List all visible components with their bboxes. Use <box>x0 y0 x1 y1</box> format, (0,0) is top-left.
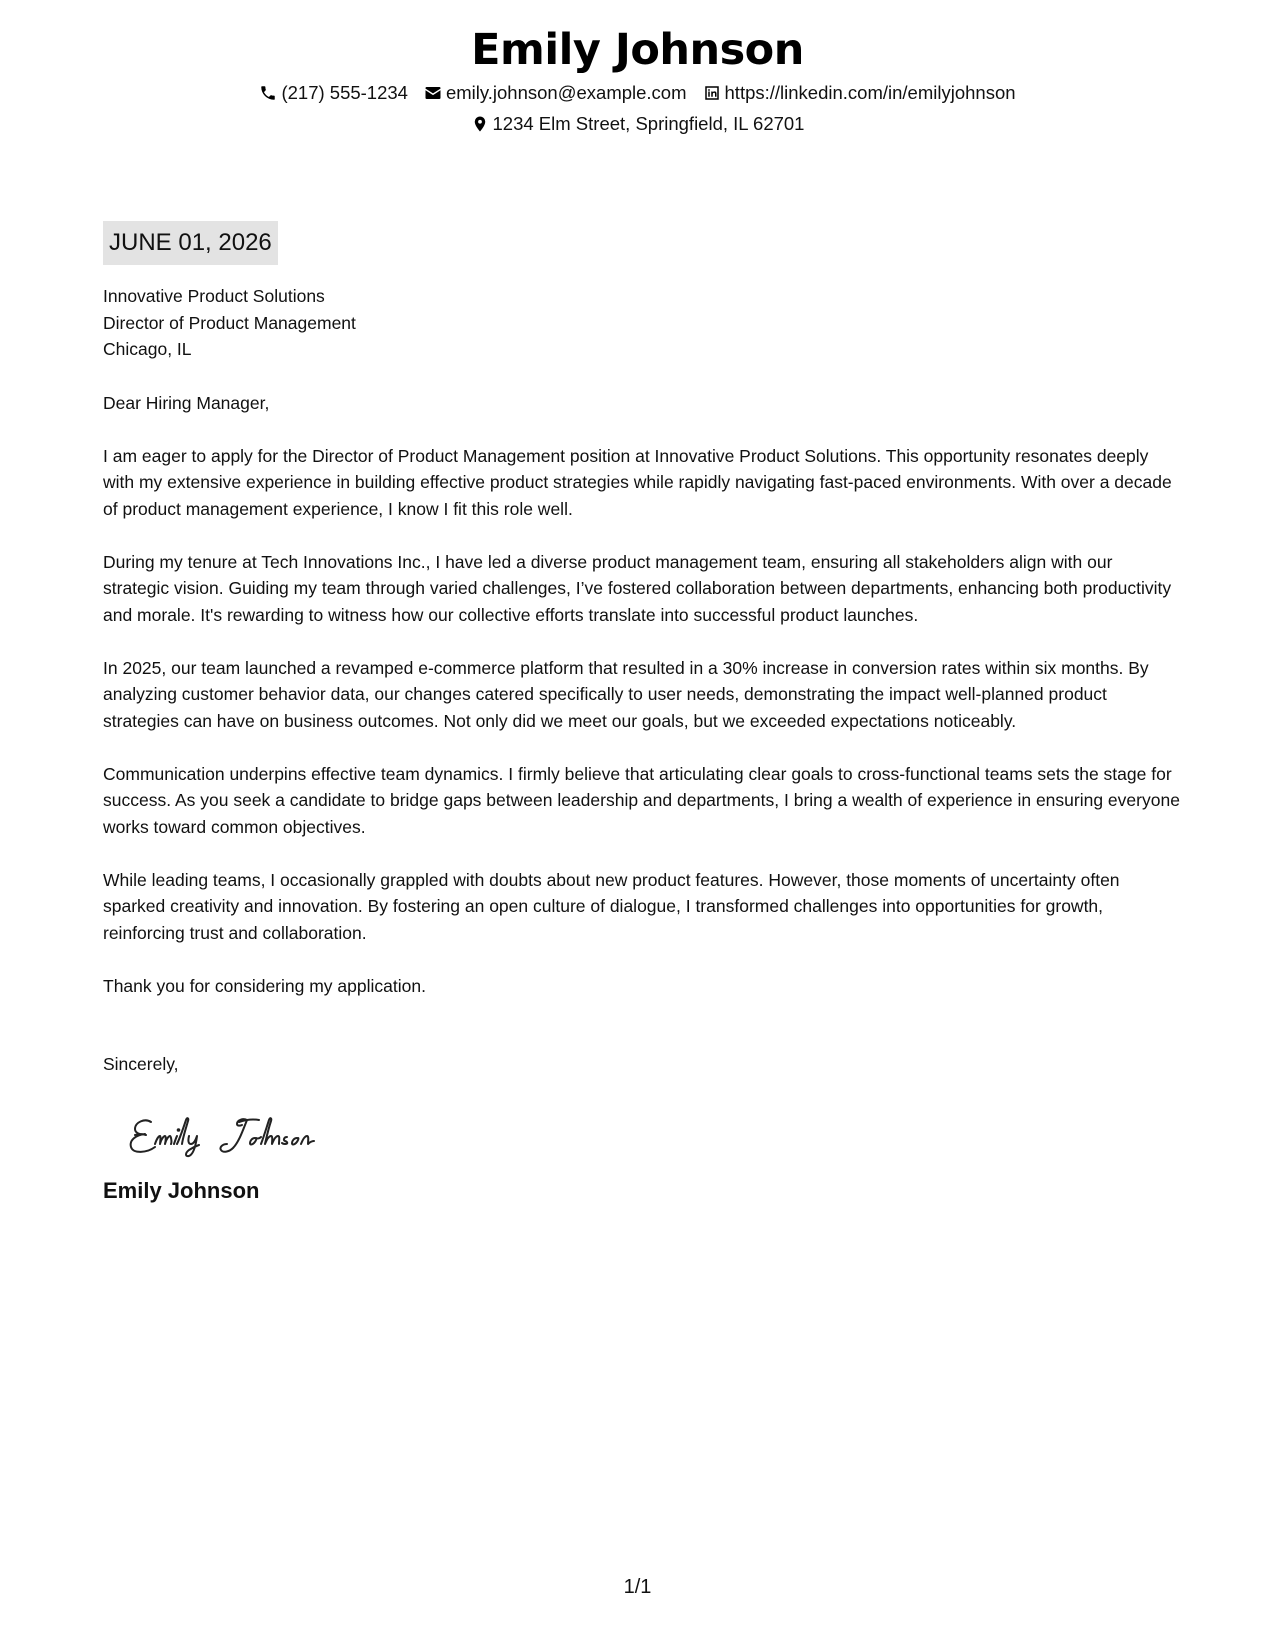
paragraph-text: While leading teams, I occasionally grappled with doubts about new product features. However, those moments of uncertainty often sparked creativity and innovation. By fostering an open culture of dialogue, I transformed challenges into opportunities for growth, reinforcing trust and collaboration. <box>103 869 1120 943</box>
paragraph-text: During my tenure at Tech Innovations Inc., I have led a diverse product management team, ensuring all stakeholders align with our strategic vision. Guiding my team through varied challenges, I’ve fostered collaboration between departments, enhancing both productivity and morale. It's rewarding to witness how our collective efforts translate into successful product launches. <box>103 551 1172 625</box>
closing-line: Thank you for considering my application. <box>103 975 426 996</box>
linkedin-icon <box>703 84 721 102</box>
paragraph <box>103 443 1183 523</box>
address-contact <box>471 112 805 136</box>
linkedin-link[interactable]: https://linkedin.com/in/emilyjohnson <box>724 82 1016 103</box>
email-contact[interactable] <box>424 81 687 105</box>
signer-name: Emily Johnson <box>103 1177 260 1203</box>
applicant-name: Emily Johnson <box>471 25 804 75</box>
recipient-location: Chicago, IL <box>103 339 192 359</box>
paragraph-text: In 2025, our team launched a revamped e-commerce platform that resulted in a 30% increase in conversion rates within six months. By analyzing customer behavior data, our changes catered specifically to user needs, demonstrating the impact well-planned product strategies can have on business outcomes. Not only did we meet our goals, but we exceeded expectations noticeably. <box>103 657 1149 731</box>
paragraph <box>103 761 1183 841</box>
phone-contact <box>259 81 408 105</box>
envelope-icon <box>424 84 442 102</box>
paragraph <box>103 655 1183 735</box>
paragraph-text: I am eager to apply for the Director of Product Management position at Innovative Product Solutions. This opportunity resonates deeply with my extensive experience in building effective product strategies while rapidly navigating fast-paced environments. With over a decade of product management experience, I know I fit this role well. <box>103 445 1172 519</box>
address-row <box>0 112 1275 136</box>
paragraph <box>103 549 1183 629</box>
contact-row <box>0 81 1275 105</box>
letter-body <box>103 221 1183 1206</box>
letter-header <box>0 22 1275 136</box>
map-marker-icon <box>471 115 489 133</box>
salutation: Dear Hiring Manager, <box>103 392 270 413</box>
phone-text: (217) 555-1234 <box>281 82 408 103</box>
email-link[interactable]: emily.johnson@example.com <box>445 82 687 103</box>
signoff: Sincerely, <box>103 1054 179 1074</box>
linkedin-contact[interactable] <box>703 81 1016 105</box>
recipient-title: Director of Product Management <box>103 312 356 333</box>
phone-icon <box>259 84 277 102</box>
address-text: 1234 Elm Street, Springfield, IL 62701 <box>492 113 805 134</box>
paragraph <box>103 867 1183 947</box>
paragraph-text: Communication underpins effective team dynamics. I firmly believe that articulating clear goals to cross-functional teams sets the stage for success. As you seek a candidate to bridge gaps between leadership and departments, I bring a wealth of experience in ensuring everyone works toward common objectives. <box>103 763 1180 837</box>
handwritten-signature <box>121 1108 361 1164</box>
recipient-company: Innovative Product Solutions <box>103 286 325 306</box>
page-number: 1/1 <box>623 1576 652 1598</box>
letter-date: JUNE 01, 2026 <box>103 221 278 265</box>
recipient-block <box>103 283 1183 363</box>
